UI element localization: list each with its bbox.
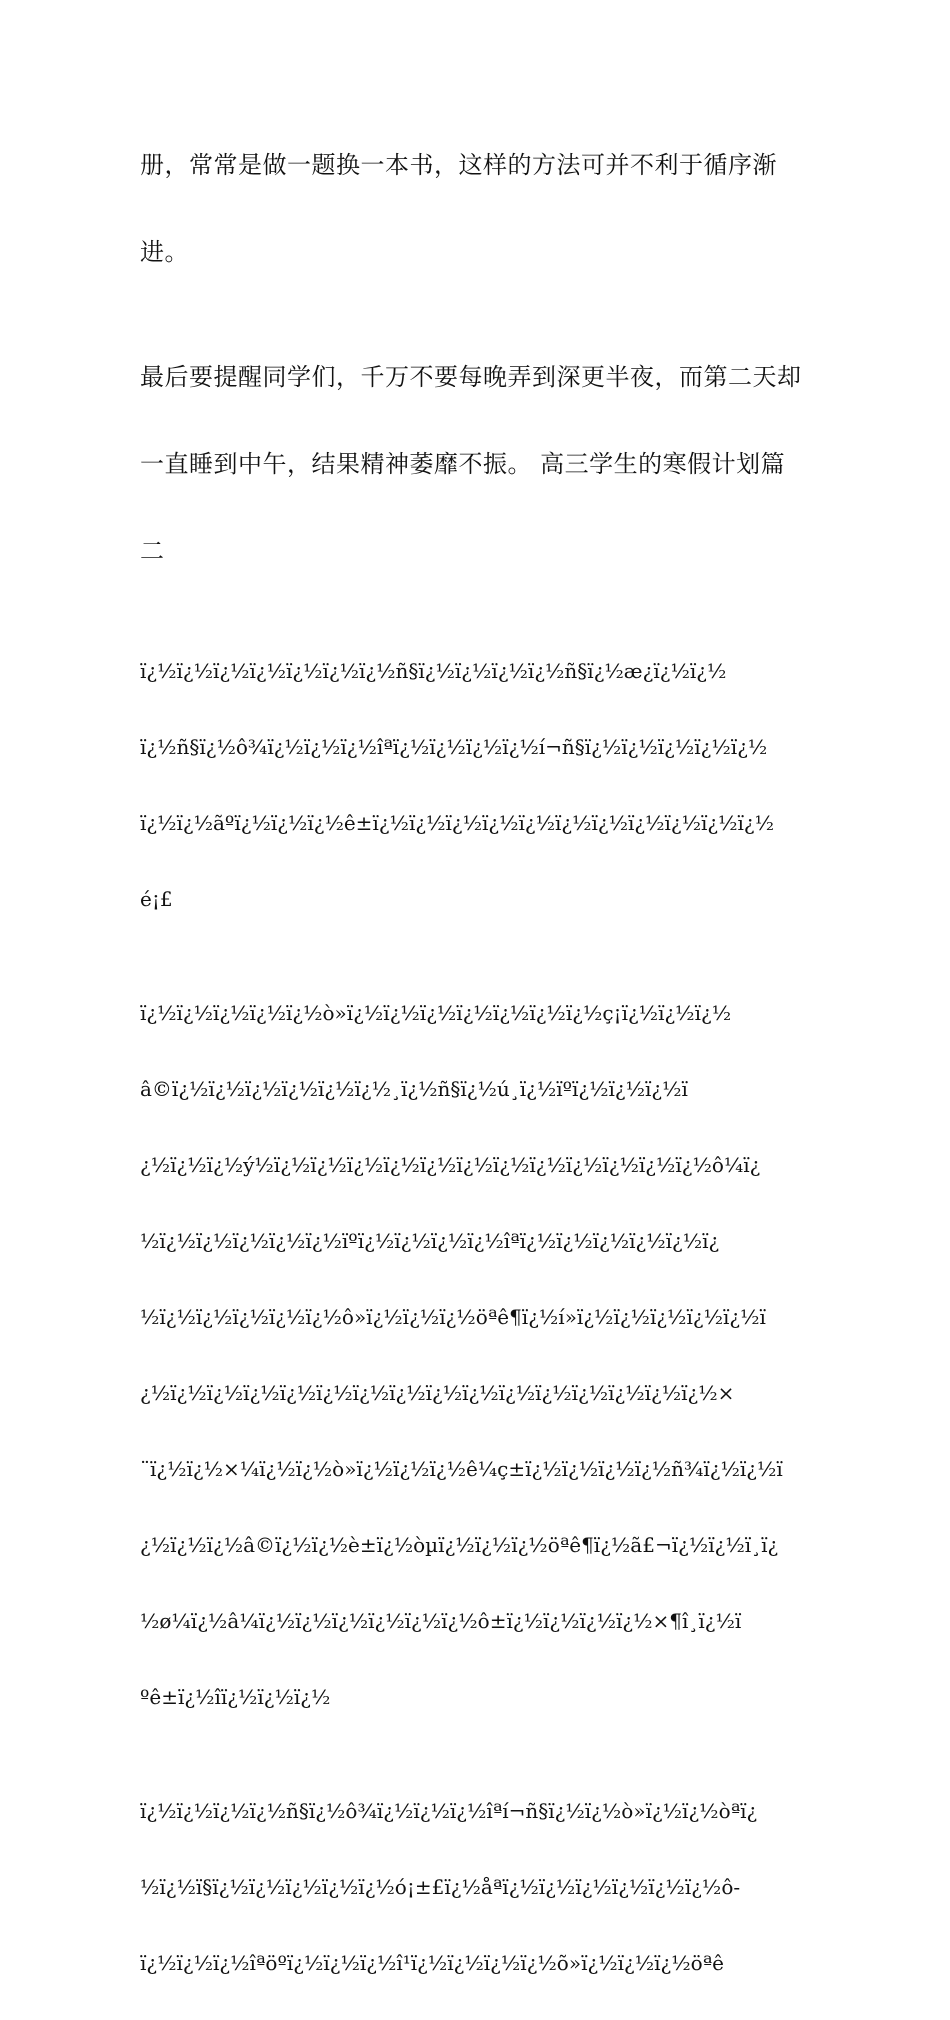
text-line: ¿½ï¿½ï¿½ï¿½ï¿½ï¿½ï¿½ï¿½ï¿½ï¿½ï¿½ï¿½ï¿½ï¿½ï¿½ï¿½× (140, 1381, 735, 1405)
paragraph-3-garbled (140, 614, 812, 956)
paragraph-5-garbled (140, 1754, 812, 2020)
text-line: ï¿½ï¿½ï¿½îªöºï¿½ï¿½ï¿½î¹ï¿½ï¿½ï¿½ï¿½õ»ï¿½ï¿½ï¿½öªê (140, 1951, 724, 1975)
paragraph-1 (140, 103, 812, 315)
text-line: ¨ï¿½ï¿½×¼ï¿½ï¿½ò»ï¿½ï¿½ï¿½ê¼ç±ï¿½ï¿½ï¿½ï¿½ñ¾ï¿½ï¿½ï (140, 1457, 783, 1481)
paragraph-4-garbled (140, 956, 812, 1754)
text-line: 二 (140, 537, 165, 565)
document-body (140, 103, 812, 2020)
text-line: ï¿½ï¿½ãºï¿½ï¿½ï¿½ê±ï¿½ï¿½ï¿½ï¿½ï¿½ï¿½ï¿½ï¿½ï¿½ï¿½ï¿½ (140, 811, 774, 835)
text-line: ï¿½ï¿½ï¿½ï¿½ï¿½ï¿½ï¿½ñ§ï¿½ï¿½ï¿½ï¿½ñ§ï¿½æ¿ï¿½ï¿½ (140, 659, 727, 683)
text-line: ¿½ï¿½ï¿½ý½ï¿½ï¿½ï¿½ï¿½ï¿½ï¿½ï¿½ï¿½ï¿½ï¿½ï¿½ï¿½ô¼ï¿ (140, 1153, 761, 1177)
text-line: ½ï¿½ï§ï¿½ï¿½ï¿½ï¿½ï¿½ó¡±£ï¿½åªï¿½ï¿½ï¿½ï¿½ï¿½ï¿½ô- (140, 1875, 741, 1899)
text-line: ½ï¿½ï¿½ï¿½ï¿½ï¿½ïºï¿½ï¿½ï¿½ï¿½îªï¿½ï¿½ï¿½ï¿½ï¿½ï¿ (140, 1229, 720, 1253)
text-line: 进。 (140, 238, 189, 266)
text-line: ï¿½ñ§ï¿½ô¾ï¿½ï¿½ï¿½îªï¿½ï¿½ï¿½ï¿½í¬ñ§ï¿½ï¿½ï¿½ï¿½ï¿½ (140, 735, 768, 759)
text-line: ï¿½ï¿½ï¿½ï¿½ï¿½ò»ï¿½ï¿½ï¿½ï¿½ï¿½ï¿½ï¿½ç¡ï¿½ï¿½ï¿½ (140, 1001, 732, 1025)
text-line: ¿½ï¿½ï¿½â©ï¿½ï¿½è±ï¿½òµï¿½ï¿½ï¿½öªê¶ï¿½ã£¬ï¿½ï¿½ï¸ï¿ (140, 1533, 779, 1557)
paragraph-2 (140, 315, 812, 614)
text-line: ºê±ï¿½îï¿½ï¿½ï¿½ (140, 1685, 331, 1709)
text-line: ½ø¼ï¿½â¼ï¿½ï¿½ï¿½ï¿½ï¿½ï¿½ô±ï¿½ï¿½ï¿½ï¿½×¶î¸ï¿½ï (140, 1609, 742, 1633)
text-line: ï¿½ï¿½ï¿½ï¿½ñ§ï¿½ô¾ï¿½ï¿½ï¿½îªí¬ñ§ï¿½ï¿½ò»ï¿½ï¿½òªï¿ (140, 1799, 758, 1823)
text-line: â©ï¿½ï¿½ï¿½ï¿½ï¿½ï¿½¸ï¿½ñ§ï¿½ú¸ï¿½ïºï¿½ï¿½ï¿½ï (140, 1077, 688, 1101)
text-line: ½ï¿½ï¿½ï¿½ï¿½ï¿½ô»ï¿½ï¿½ï¿½öªê¶ï¿½í»ï¿½ï¿½ï¿½ï¿½ï¿½ï (140, 1305, 766, 1329)
text-line: é¡£ (140, 887, 173, 911)
text-line: 一直睡到中午，结果精神萎靡不振。 高三学生的寒假计划篇 (140, 450, 786, 478)
text-line: 最后要提醒同学们，千万不要每晚弄到深更半夜，而第二天却 (140, 363, 802, 391)
text-line: 册，常常是做一题换一本书，这样的方法可并不利于循序渐 (140, 151, 777, 179)
